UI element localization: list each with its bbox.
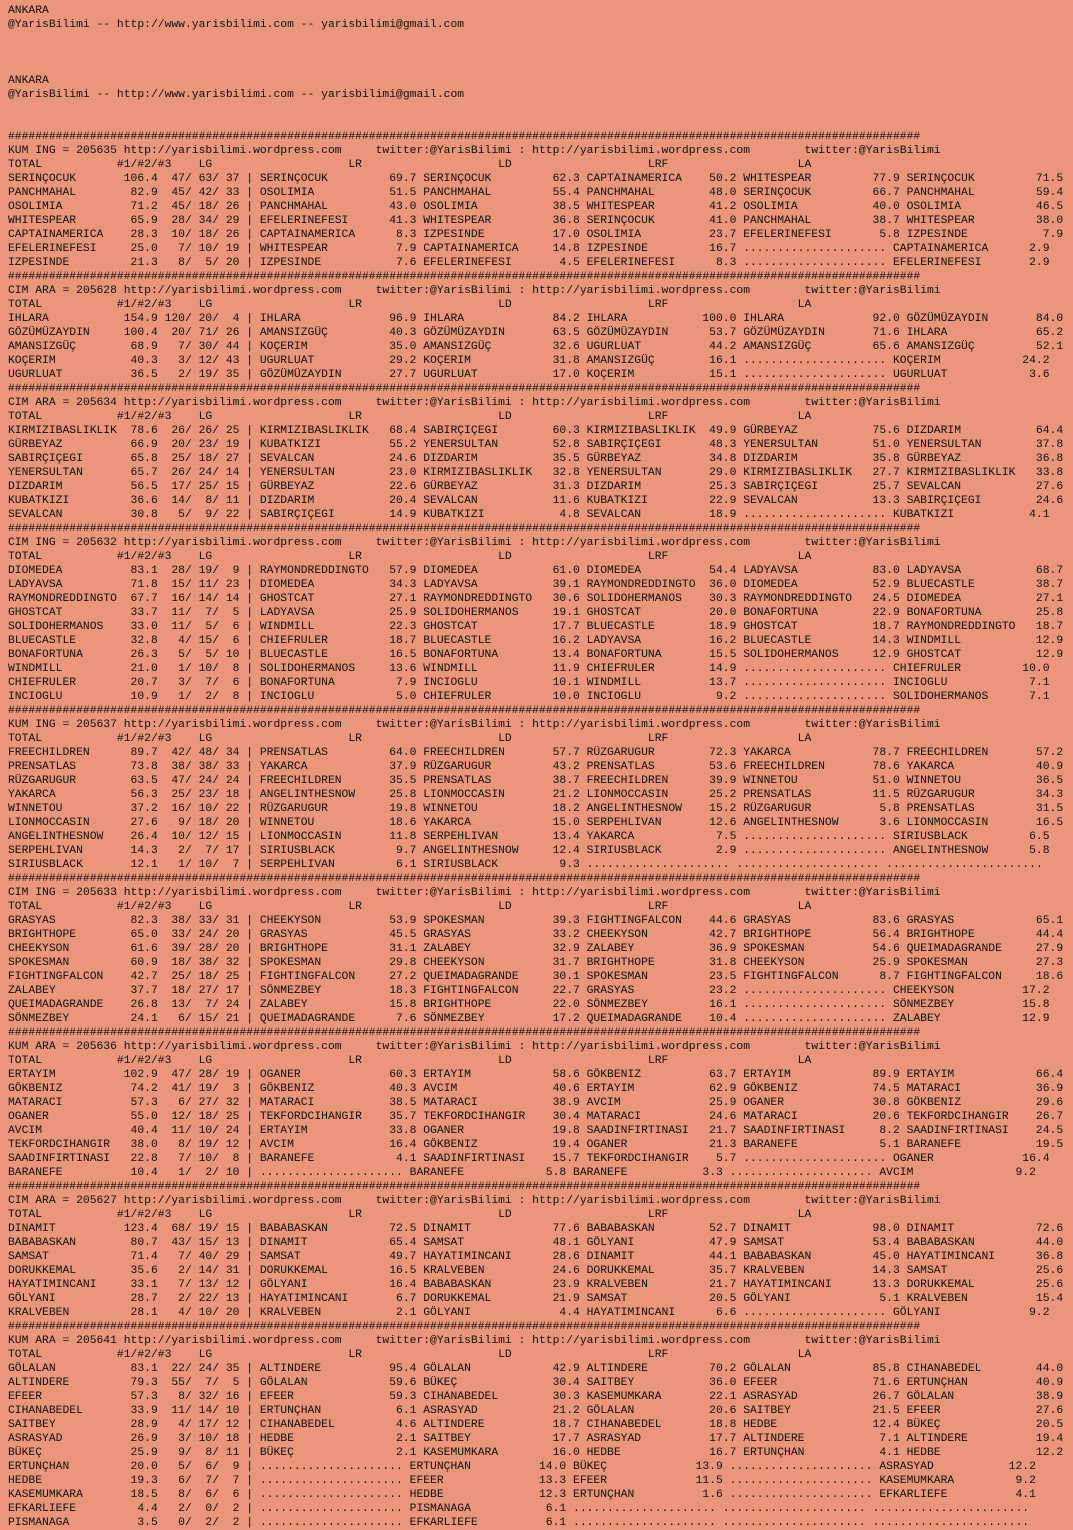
- table-row: AMANSIZGÜÇ 68.9 7/ 30/ 44 | KOÇERIM 35.0 AMANSIZGÜÇ 32.6 UGURLUAT 44.2 AMANSIZGÜÇ 65.6 AMANSIZGÜÇ 52.1: [8, 341, 1064, 353]
- race-title: CIM ING = 205632 http://yarisbilimi.wordpress.com twitter:@YarisBilimi : http://yarisbilimi.wordpress.com twitter:@YarisBilimi: [8, 537, 941, 549]
- table-row: KOÇERIM 40.3 3/ 12/ 43 | UGURLUAT 29.2 KOÇERIM 31.8 AMANSIZGÜÇ 16.1 ..................... KOÇERIM 24.2: [8, 355, 1050, 367]
- column-header: TOTAL #1/#2/#3 LG LR LD LRF LA: [8, 299, 812, 311]
- table-row: BÜKEÇ 25.9 9/ 8/ 11 | BÜKEÇ 2.1 KASEMUMKARA 16.0 HEDBE 16.7 ERTUNÇHAN 4.1 HEDBE 12.2: [8, 1447, 1064, 1459]
- separator-line: ######################################################################################################################################: [8, 1027, 921, 1039]
- table-row: BARANEFE 10.4 1/ 2/ 10 | ..................... BARANEFE 5.8 BARANEFE 3.3 ..................... AVCIM 9.2: [8, 1167, 1036, 1179]
- table-row: PRENSATLAS 73.8 38/ 38/ 33 | YAKARCA 37.9 RÜZGARUGUR 43.2 PRENSATLAS 53.6 FREECHILDREN 78.6 YAKARCA 40.9: [8, 761, 1064, 773]
- table-row: SÖNMEZBEY 24.1 6/ 15/ 21 | QUEIMADAGRANDE 7.6 SÖNMEZBEY 17.2 QUEIMADAGRANDE 10.4 ..................... ZALABEY 12.9: [8, 1013, 1050, 1025]
- table-row: EFELERINEFESI 25.0 7/ 10/ 19 | WHITESPEAR 7.9 CAPTAINAMERICA 14.8 IZPESINDE 16.7 ..................... CAPTAINAMERICA 2.9: [8, 243, 1050, 255]
- table-row: SAITBEY 28.9 4/ 17/ 12 | CIHANABEDEL 4.6 ALTINDERE 18.7 CIHANABEDEL 18.8 HEDBE 12.4 BÜKEÇ 20.5: [8, 1419, 1064, 1431]
- table-row: CIHANABEDEL 33.9 11/ 14/ 10 | ERTUNÇHAN 6.1 ASRASYAD 21.2 GÖLALAN 20.6 SAITBEY 21.5 EFEER 27.6: [8, 1405, 1064, 1417]
- table-row: GHOSTCAT 33.7 11/ 7/ 5 | LADYAVSA 25.9 SOLIDOHERMANOS 19.1 GHOSTCAT 20.0 BONAFORTUNA 22.9 BONAFORTUNA 25.8: [8, 607, 1064, 619]
- table-row: YAKARCA 56.3 25/ 23/ 18 | ANGELINTHESNOW 25.8 LIONMOCCASIN 21.2 LIONMOCCASIN 25.2 PRENSATLAS 11.5 RÜZGARUGUR 34.3: [8, 789, 1064, 801]
- table-row: LADYAVSA 71.8 15/ 11/ 23 | DIOMEDEA 34.3 LADYAVSA 39.1 RAYMONDREDDINGTO 36.0 DIOMEDEA 52.9 BLUECASTLE 38.7: [8, 579, 1064, 591]
- table-row: DINAMIT 123.4 68/ 19/ 15 | BABABASKAN 72.5 DINAMIT 77.6 BABABASKAN 52.7 DINAMIT 98.0 DINAMIT 72.6: [8, 1223, 1064, 1235]
- header-line: [8, 102, 1073, 116]
- separator-line: ######################################################################################################################################: [8, 271, 921, 283]
- column-header: TOTAL #1/#2/#3 LG LR LD LRF LA: [8, 1349, 812, 1361]
- table-row: SIRIUSBLACK 12.1 1/ 10/ 7 | SERPEHLIVAN 6.1 SIRIUSBLACK 9.3 ..................... ..................... .......................: [8, 859, 1043, 871]
- table-row: HEDBE 19.3 6/ 7/ 7 | ..................... EFEER 13.3 EFEER 11.5 ..................... KASEMUMKARA 9.2: [8, 1475, 1036, 1487]
- table-row: GÖZÜMÜZAYDIN 100.4 20/ 71/ 26 | AMANSIZGÜÇ 40.3 GÖZÜMÜZAYDIN 63.5 GÖZÜMÜZAYDIN 53.7 GÖZÜMÜZAYDIN 71.6 IHLARA 65.2: [8, 327, 1064, 339]
- column-header: TOTAL #1/#2/#3 LG LR LD LRF LA: [8, 901, 812, 913]
- race-title: CIM ARA = 205627 http://yarisbilimi.wordpress.com twitter:@YarisBilimi : http://yarisbilimi.wordpress.com twitter:@YarisBilimi: [8, 1195, 941, 1207]
- race-title: KUM ING = 205637 http://yarisbilimi.wordpress.com twitter:@YarisBilimi : http://yarisbilimi.wordpress.com twitter:@YarisBilimi: [8, 719, 941, 731]
- table-row: WINNETOU 37.2 16/ 10/ 22 | RÜZGARUGUR 19.8 WINNETOU 18.2 ANGELINTHESNOW 15.2 RÜZGARUGUR 5.8 PRENSATLAS 31.5: [8, 803, 1064, 815]
- table-row: ERTAYIM 102.9 47/ 28/ 19 | OGANER 60.3 ERTAYIM 58.6 GÖKBENIZ 63.7 ERTAYIM 89.9 ERTAYIM 66.4: [8, 1069, 1064, 1081]
- table-row: SOLIDOHERMANOS 33.0 11/ 5/ 6 | WINDMILL 22.3 GHOSTCAT 17.7 BLUECASTLE 18.9 GHOSTCAT 18.7 RAYMONDREDDINGTO 18.7: [8, 621, 1064, 633]
- table-row: BONAFORTUNA 26.3 5/ 5/ 10 | BLUECASTLE 16.5 BONAFORTUNA 13.4 BONAFORTUNA 15.5 SOLIDOHERMANOS 12.9 GHOSTCAT 12.9: [8, 649, 1064, 661]
- table-row: WHITESPEAR 65.9 28/ 34/ 29 | EFELERINEFESI 41.3 WHITESPEAR 36.8 SERINÇOCUK 41.0 PANCHMAHAL 38.7 WHITESPEAR 38.0: [8, 215, 1064, 227]
- column-header: TOTAL #1/#2/#3 LG LR LD LRF LA: [8, 159, 812, 171]
- separator-line: ######################################################################################################################################: [8, 131, 921, 143]
- table-row: IZPESINDE 21.3 8/ 5/ 20 | IZPESINDE 7.6 EFELERINEFESI 4.5 EFELERINEFESI 8.3 ..................... EFELERINEFESI 2.9: [8, 257, 1050, 269]
- table-row: BLUECASTLE 32.8 4/ 15/ 6 | CHIEFRULER 18.7 BLUECASTLE 16.2 LADYAVSA 16.2 BLUECASTLE 14.3 WINDMILL 12.9: [8, 635, 1064, 647]
- table-row: SERINÇOCUK 106.4 47/ 63/ 37 | SERINÇOCUK 69.7 SERINÇOCUK 62.3 CAPTAINAMERICA 50.2 WHITESPEAR 77.9 SERINÇOCUK 71.5: [8, 173, 1064, 185]
- table-row: QUEIMADAGRANDE 26.8 13/ 7/ 24 | ZALABEY 15.8 BRIGHTHOPE 22.0 SÖNMEZBEY 16.1 ..................... SÖNMEZBEY 15.8: [8, 999, 1050, 1011]
- table-row: KUBATKIZI 36.6 14/ 8/ 11 | DIZDARIM 20.4 SEVALCAN 11.6 KUBATKIZI 22.9 SEVALCAN 13.3 SABIRÇIÇEGI 24.6: [8, 495, 1064, 507]
- table-row: UGURLUAT 36.5 2/ 19/ 35 | GÖZÜMÜZAYDIN 27.7 UGURLUAT 17.0 KOÇERIM 15.1 ..................... UGURLUAT 3.6: [8, 369, 1050, 381]
- column-header: TOTAL #1/#2/#3 LG LR LD LRF LA: [8, 411, 812, 423]
- header-line: @YarisBilimi -- http://www.yarisbilimi.com -- yarisbilimi@gmail.com: [8, 89, 465, 101]
- table-row: GÜRBEYAZ 66.9 20/ 23/ 19 | KUBATKIZI 55.2 YENERSULTAN 52.8 SABIRÇIÇEGI 48.3 YENERSULTAN 51.0 YENERSULTAN 37.8: [8, 439, 1064, 451]
- race-title: KUM ING = 205635 http://yarisbilimi.wordpress.com twitter:@YarisBilimi : http://yarisbilimi.wordpress.com twitter:@YarisBilimi: [8, 145, 941, 157]
- table-row: WINDMILL 21.0 1/ 10/ 8 | SOLIDOHERMANOS 13.6 WINDMILL 11.9 CHIEFRULER 14.9 ..................... CHIEFRULER 10.0: [8, 663, 1050, 675]
- header-line: [8, 116, 1073, 130]
- table-row: GÖKBENIZ 74.2 41/ 19/ 3 | GÖKBENIZ 40.3 AVCIM 40.6 ERTAYIM 62.9 GÖKBENIZ 74.5 MATARACI 36.9: [8, 1083, 1064, 1095]
- race-title: CIM ARA = 205634 http://yarisbilimi.wordpress.com twitter:@YarisBilimi : http://yarisbilimi.wordpress.com twitter:@YarisBilimi: [8, 397, 941, 409]
- table-row: KRALVEBEN 28.1 4/ 10/ 20 | KRALVEBEN 2.1 GÖLYANI 4.4 HAYATIMINCANI 6.6 ..................... GÖLYANI 9.2: [8, 1307, 1050, 1319]
- table-row: FREECHILDREN 89.7 42/ 48/ 34 | PRENSATLAS 64.0 FREECHILDREN 57.7 RÜZGARUGUR 72.3 YAKARCA 78.7 FREECHILDREN 57.2: [8, 747, 1064, 759]
- table-row: SEVALCAN 30.8 5/ 9/ 22 | SABIRÇIÇEGI 14.9 KUBATKIZI 4.8 SEVALCAN 18.9 ..................... KUBATKIZI 4.1: [8, 509, 1050, 521]
- header-line: [8, 32, 1073, 46]
- table-row: AVCIM 40.4 11/ 10/ 24 | ERTAYIM 33.8 OGANER 19.8 SAADINFIRTINASI 21.7 SAADINFIRTINASI 8.2 SAADINFIRTINASI 24.5: [8, 1125, 1064, 1137]
- separator-line: ######################################################################################################################################: [8, 1321, 921, 1333]
- table-row: BABABASKAN 80.7 43/ 15/ 13 | DINAMIT 65.4 SAMSAT 48.1 GÖLYANI 47.9 SAMSAT 53.4 BABABASKAN 44.0: [8, 1237, 1064, 1249]
- table-row: ERTUNÇHAN 20.0 5/ 6/ 9 | ..................... ERTUNÇHAN 14.0 BÜKEÇ 13.9 ..................... ASRASYAD 12.2: [8, 1461, 1036, 1473]
- table-row: BRIGHTHOPE 65.0 33/ 24/ 20 | GRASYAS 45.5 GRASYAS 33.2 CHEEKYSON 42.7 BRIGHTHOPE 56.4 BRIGHTHOPE 44.4: [8, 929, 1064, 941]
- race-title: KUM ARA = 205641 http://yarisbilimi.wordpress.com twitter:@YarisBilimi : http://yarisbilimi.wordpress.com twitter:@YarisBilimi: [8, 1335, 941, 1347]
- header-line: ANKARA: [8, 75, 49, 87]
- table-row: CAPTAINAMERICA 28.3 10/ 18/ 26 | CAPTAINAMERICA 8.3 IZPESINDE 17.0 OSOLIMIA 23.7 EFELERINEFESI 5.8 IZPESINDE 7.9: [8, 229, 1064, 241]
- column-header: TOTAL #1/#2/#3 LG LR LD LRF LA: [8, 733, 812, 745]
- table-row: KASEMUMKARA 18.5 8/ 6/ 6 | ..................... HEDBE 12.3 ERTUNÇHAN 1.6 ..................... EFKARLIEFE 4.1: [8, 1489, 1036, 1501]
- table-row: EFEER 57.3 8/ 32/ 16 | EFEER 59.3 CIHANABEDEL 30.3 KASEMUMKARA 22.1 ASRASYAD 26.7 GÖLALAN 38.9: [8, 1391, 1064, 1403]
- separator-line: ######################################################################################################################################: [8, 873, 921, 885]
- table-row: ANGELINTHESNOW 26.4 10/ 12/ 15 | LIONMOCCASIN 11.8 SERPEHLIVAN 13.4 YAKARCA 7.5 ..................... SIRIUSBLACK 6.5: [8, 831, 1050, 843]
- table-row: ZALABEY 37.7 18/ 27/ 17 | SÖNMEZBEY 18.3 FIGHTINGFALCON 22.7 GRASYAS 23.2 ..................... CHEEKYSON 17.2: [8, 985, 1050, 997]
- table-row: SAMSAT 71.4 7/ 40/ 29 | SAMSAT 49.7 HAYATIMINCANI 28.6 DINAMIT 44.1 BABABASKAN 45.0 HAYATIMINCANI 36.8: [8, 1251, 1064, 1263]
- table-row: CHEEKYSON 61.6 39/ 28/ 20 | BRIGHTHOPE 31.1 ZALABEY 32.9 ZALABEY 36.9 SPOKESMAN 54.6 QUEIMADAGRANDE 27.9: [8, 943, 1064, 955]
- table-row: SAADINFIRTINASI 22.8 7/ 10/ 8 | BARANEFE 4.1 SAADINFIRTINASI 15.7 TEKFORDCIHANGIR 5.7 ..................... OGANER 16.4: [8, 1153, 1050, 1165]
- race-title: KUM ARA = 205636 http://yarisbilimi.wordpress.com twitter:@YarisBilimi : http://yarisbilimi.wordpress.com twitter:@YarisBilimi: [8, 1041, 941, 1053]
- table-row: IHLARA 154.9 120/ 20/ 4 | IHLARA 96.9 IHLARA 84.2 IHLARA 100.0 IHLARA 92.0 GÖZÜMÜZAYDIN 84.0: [8, 313, 1064, 325]
- table-row: YENERSULTAN 65.7 26/ 24/ 14 | YENERSULTAN 23.0 KIRMIZIBASLIKLIK 32.8 YENERSULTAN 29.0 KIRMIZIBASLIKLIK 27.7 KIRMIZIBASLIKLIK 33.8: [8, 467, 1064, 479]
- table-row: LIONMOCCASIN 27.6 9/ 18/ 20 | WINNETOU 18.6 YAKARCA 15.0 SERPEHLIVAN 12.6 ANGELINTHESNOW 3.6 LIONMOCCASIN 16.5: [8, 817, 1064, 829]
- table-row: DIOMEDEA 83.1 28/ 19/ 9 | RAYMONDREDDINGTO 57.9 DIOMEDEA 61.0 DIOMEDEA 54.4 LADYAVSA 83.0 LADYAVSA 68.7: [8, 565, 1064, 577]
- column-header: TOTAL #1/#2/#3 LG LR LD LRF LA: [8, 551, 812, 563]
- table-row: PISMANAGA 3.5 0/ 2/ 2 | ..................... EFKARLIEFE 6.1 ..................... ..................... .......................: [8, 1517, 1030, 1529]
- header-line: @YarisBilimi -- http://www.yarisbilimi.com -- yarisbilimi@gmail.com: [8, 19, 465, 31]
- table-row: MATARACI 57.3 6/ 27/ 32 | MATARACI 38.5 MATARACI 38.9 AVCIM 25.9 OGANER 30.8 GÖKBENIZ 29.6: [8, 1097, 1064, 1109]
- table-row: INCIOGLU 10.9 1/ 2/ 8 | INCIOGLU 5.0 CHIEFRULER 10.0 INCIOGLU 9.2 ..................... SOLIDOHERMANOS 7.1: [8, 691, 1050, 703]
- table-row: OSOLIMIA 71.2 45/ 18/ 26 | PANCHMAHAL 43.0 OSOLIMIA 38.5 WHITESPEAR 41.2 OSOLIMIA 40.0 OSOLIMIA 46.5: [8, 201, 1064, 213]
- table-row: DORUKKEMAL 35.6 2/ 14/ 31 | DORUKKEMAL 16.5 KRALVEBEN 24.6 DORUKKEMAL 35.7 KRALVEBEN 14.3 SAMSAT 25.6: [8, 1265, 1064, 1277]
- header-line: [8, 60, 1073, 74]
- column-header: TOTAL #1/#2/#3 LG LR LD LRF LA: [8, 1055, 812, 1067]
- table-row: FIGHTINGFALCON 42.7 25/ 18/ 25 | FIGHTINGFALCON 27.2 QUEIMADAGRANDE 30.1 SPOKESMAN 23.5 FIGHTINGFALCON 8.7 FIGHTINGFALCON 18.6: [8, 971, 1064, 983]
- separator-line: ######################################################################################################################################: [8, 523, 921, 535]
- table-row: RÜZGARUGUR 63.5 47/ 24/ 24 | FREECHILDREN 35.5 PRENSATLAS 38.7 FREECHILDREN 39.9 WINNETOU 51.0 WINNETOU 36.5: [8, 775, 1064, 787]
- table-row: ASRASYAD 26.9 3/ 10/ 18 | HEDBE 2.1 SAITBEY 17.7 ASRASYAD 17.7 ALTINDERE 7.1 ALTINDERE 19.4: [8, 1433, 1064, 1445]
- table-row: DIZDARIM 56.5 17/ 25/ 15 | GÜRBEYAZ 22.6 GÜRBEYAZ 31.3 DIZDARIM 25.3 SABIRÇIÇEGI 25.7 SEVALCAN 27.6: [8, 481, 1064, 493]
- table-row: HAYATIMINCANI 33.1 7/ 13/ 12 | GÖLYANI 16.4 BABABASKAN 23.9 KRALVEBEN 21.7 HAYATIMINCANI 13.3 DORUKKEMAL 25.6: [8, 1279, 1064, 1291]
- table-row: CHIEFRULER 20.7 3/ 7/ 6 | BONAFORTUNA 7.9 INCIOGLU 10.1 WINDMILL 13.7 ..................... INCIOGLU 7.1: [8, 677, 1050, 689]
- separator-line: ######################################################################################################################################: [8, 705, 921, 717]
- separator-line: ######################################################################################################################################: [8, 383, 921, 395]
- table-row: SERPEHLIVAN 14.3 2/ 7/ 17 | SIRIUSBLACK 9.7 ANGELINTHESNOW 12.4 SIRIUSBLACK 2.9 ..................... ANGELINTHESNOW 5.8: [8, 845, 1050, 857]
- table-row: GÖLALAN 83.1 22/ 24/ 35 | ALTINDERE 95.4 GÖLALAN 42.9 ALTINDERE 70.2 GÖLALAN 85.8 CIHANABEDEL 44.0: [8, 1363, 1064, 1375]
- table-row: TEKFORDCIHANGIR 38.0 8/ 19/ 12 | AVCIM 16.4 GÖKBENIZ 19.4 OGANER 21.3 BARANEFE 5.1 BARANEFE 19.5: [8, 1139, 1064, 1151]
- table-row: SABIRÇIÇEGI 65.8 25/ 18/ 27 | SEVALCAN 24.6 DIZDARIM 35.5 GÜRBEYAZ 34.8 DIZDARIM 35.8 GÜRBEYAZ 36.8: [8, 453, 1064, 465]
- table-row: GÖLYANI 28.7 2/ 22/ 13 | HAYATIMINCANI 6.7 DORUKKEMAL 21.9 SAMSAT 20.5 GÖLYANI 5.1 KRALVEBEN 15.4: [8, 1293, 1064, 1305]
- table-row: ALTINDERE 79.3 55/ 7/ 5 | GÖLALAN 59.6 BÜKEÇ 30.4 SAITBEY 36.0 EFEER 71.6 ERTUNÇHAN 40.9: [8, 1377, 1064, 1389]
- table-row: GRASYAS 82.3 38/ 33/ 31 | CHEEKYSON 53.9 SPOKESMAN 39.3 FIGHTINGFALCON 44.6 GRASYAS 83.6 GRASYAS 65.1: [8, 915, 1064, 927]
- table-row: KIRMIZIBASLIKLIK 78.6 26/ 26/ 25 | KIRMIZIBASLIKLIK 68.4 SABIRÇIÇEGI 60.3 KIRMIZIBASLIKLIK 49.9 GÜRBEYAZ 75.6 DIZDARIM 64.4: [8, 425, 1064, 437]
- race-title: CIM ARA = 205628 http://yarisbilimi.wordpress.com twitter:@YarisBilimi : http://yarisbilimi.wordpress.com twitter:@YarisBilimi: [8, 285, 941, 297]
- separator-line: ######################################################################################################################################: [8, 1181, 921, 1193]
- table-row: PANCHMAHAL 82.9 45/ 42/ 33 | OSOLIMIA 51.5 PANCHMAHAL 55.4 PANCHMAHAL 48.0 SERINÇOCUK 66.7 PANCHMAHAL 59.4: [8, 187, 1064, 199]
- table-row: RAYMONDREDDINGTO 67.7 16/ 14/ 14 | GHOSTCAT 27.1 RAYMONDREDDINGTO 30.6 SOLIDOHERMANOS 30.3 RAYMONDREDDINGTO 24.5 DIOMEDEA 27.1: [8, 593, 1064, 605]
- race-title: CIM ING = 205633 http://yarisbilimi.wordpress.com twitter:@YarisBilimi : http://yarisbilimi.wordpress.com twitter:@YarisBilimi: [8, 887, 941, 899]
- table-row: SPOKESMAN 60.9 18/ 38/ 32 | SPOKESMAN 29.8 CHEEKYSON 31.7 BRIGHTHOPE 31.8 CHEEKYSON 25.9 SPOKESMAN 27.3: [8, 957, 1064, 969]
- table-row: EFKARLIEFE 4.4 2/ 0/ 2 | ..................... PISMANAGA 6.1 ..................... ..................... .......................: [8, 1503, 1030, 1515]
- table-row: OGANER 55.0 12/ 18/ 25 | TEKFORDCIHANGIR 35.7 TEKFORDCIHANGIR 30.4 MATARACI 24.6 MATARACI 20.6 TEKFORDCIHANGIR 26.7: [8, 1111, 1064, 1123]
- header-line: ANKARA: [8, 5, 49, 17]
- column-header: TOTAL #1/#2/#3 LG LR LD LRF LA: [8, 1209, 812, 1221]
- header-line: [8, 46, 1073, 60]
